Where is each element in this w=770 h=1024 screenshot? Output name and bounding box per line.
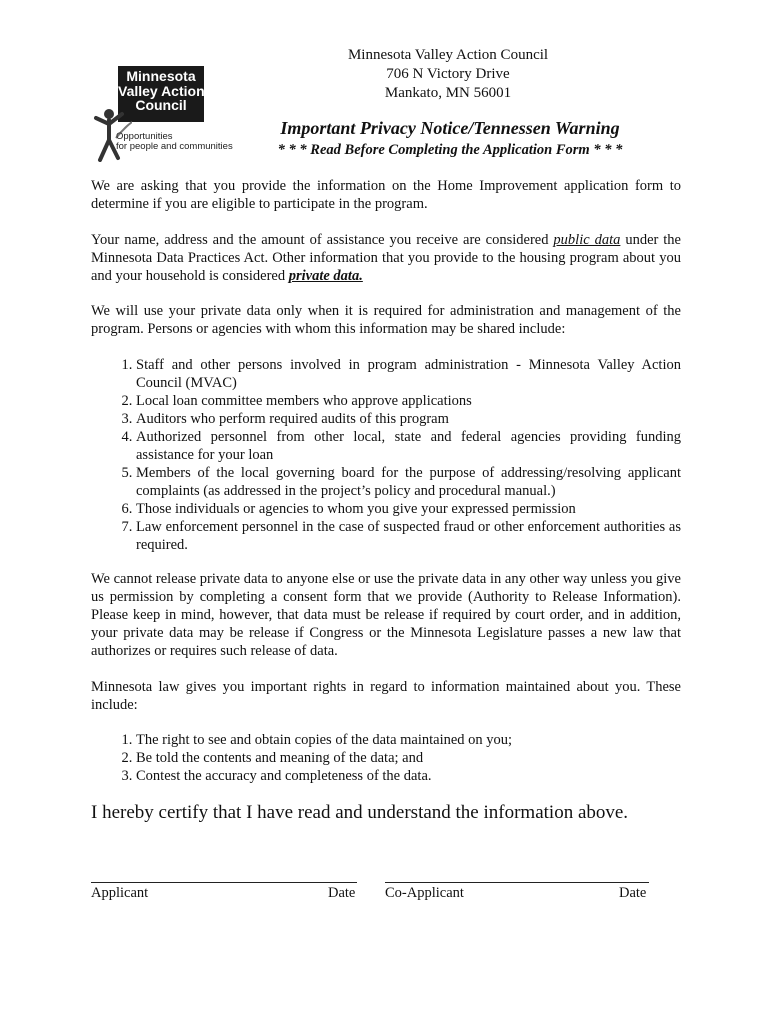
certification-statement: I hereby certify that I have read and understand the information above. xyxy=(91,802,629,823)
applicant-label: Applicant xyxy=(91,885,149,901)
list-item: 4. Authorized personnel from other local, state and federal agencies providing funding assistance for your loan xyxy=(136,428,681,464)
sharing-list xyxy=(91,356,681,554)
p2-text-1: Your name, address and the amount of assistance you receive are considered xyxy=(91,232,554,248)
paragraph-release: We cannot release private data to anyone else or use the private data in any other way unless you give us permission by completing a consent form that we provide (Authority to Release Information). Please keep in mind, however, that data must be release if required by court order, and in addition, your private data may be release if Congress or the Minnesota Legislature passes a new law that authorizes or requires such release of data. xyxy=(91,571,681,659)
list-item: 1. The right to see and obtain copies of the data maintained on you; xyxy=(136,731,681,749)
private-data-term: private data. xyxy=(288,268,363,284)
paragraph-data-classification xyxy=(91,231,681,285)
logo-line-2: Valley Action xyxy=(118,82,205,99)
paragraph-rights: Minnesota law gives you important rights in regard to information maintained about you. These include: xyxy=(91,679,681,713)
logo-line-1: Minnesota xyxy=(126,68,196,84)
mvac-logo xyxy=(92,66,233,162)
address-line-1: Minnesota Valley Action Council xyxy=(347,47,549,63)
list-item: 3. Contest the accuracy and completeness of the data. xyxy=(136,767,681,785)
logo-tagline-line-1: Opportunities xyxy=(116,131,173,142)
co-applicant-date-label: Date xyxy=(619,885,647,901)
rights-list xyxy=(91,731,681,785)
list-item: 5. Members of the local governing board for the purpose of addressing/resolving applicant complaints (as addressed in the project’s policy and procedural manual.) xyxy=(136,464,681,500)
logo-line-3: Council xyxy=(135,97,187,113)
paragraph-purpose: We are asking that you provide the information on the Home Improvement application form to determine if you are eligible to participate in the program. xyxy=(91,178,681,212)
logo-tagline xyxy=(116,131,233,152)
co-applicant-label: Co-Applicant xyxy=(385,885,464,901)
list-item: 3. Auditors who perform required audits of this program xyxy=(136,410,681,428)
co-applicant-signature-line[interactable] xyxy=(385,882,649,883)
applicant-date-label: Date xyxy=(328,885,356,901)
document-title: Important Privacy Notice/Tennessen Warning xyxy=(280,118,620,138)
p2-text-2: under the Minnesota Data Practices Act. Other information that you provide to the housing program about you and your household is considered xyxy=(91,232,681,284)
list-item: 6. Those individuals or agencies to whom you give your expressed permission xyxy=(136,500,681,518)
list-item: 1. Staff and other persons involved in program administration - Minnesota Valley Action Council (MVAC) xyxy=(136,356,681,392)
applicant-signature-line[interactable] xyxy=(91,882,357,883)
logo-tagline-line-2: for people and communities xyxy=(116,141,233,152)
address-line-2: 706 N Victory Drive xyxy=(386,66,510,82)
organization-address xyxy=(318,46,578,103)
address-line-3: Mankato, MN 56001 xyxy=(384,85,512,101)
paragraph-data-use: We will use your private data only when it is required for administration and management of the program. Persons or agencies with whom this information may be shared include: xyxy=(91,303,681,337)
list-item: 7. Law enforcement personnel in the case of suspected fraud or other enforcement authorities as required. xyxy=(136,518,681,554)
document-subtitle: * * * Read Before Completing the Application Form * * * xyxy=(277,142,623,158)
public-data-term: public data xyxy=(553,232,621,248)
list-item: 2. Local loan committee members who approve applications xyxy=(136,392,681,410)
list-item: 2. Be told the contents and meaning of the data; and xyxy=(136,749,681,767)
